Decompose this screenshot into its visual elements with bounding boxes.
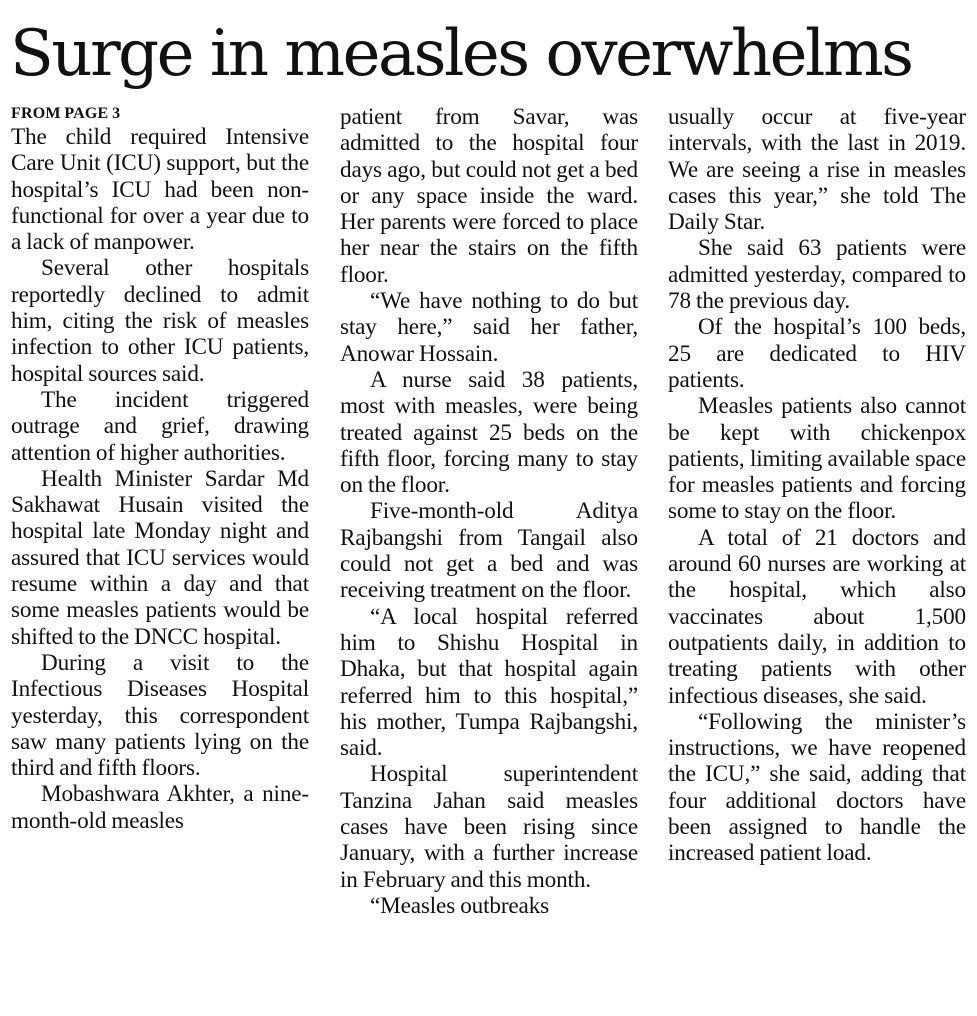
jump-label: FROM PAGE 3 <box>11 105 121 122</box>
paragraph: During a visit to the Infectious Diseases Hospital yesterday, this correspondent saw many patients lying on the third and fifth floors. <box>11 649 309 782</box>
paragraph: The incident triggered outrage and grief, drawing attention of higher authorities. <box>11 386 309 466</box>
paragraph: usually occur at five-year intervals, with the last in 2019. We are seeing a rise in measles cases this year,” she told The Daily Star. <box>668 104 966 236</box>
paragraph: A total of 21 doctors and around 60 nurses are working at the hospital, which also vaccinates about 1,500 outpatients daily, in addition to treating patients with other infectious diseases, she said. <box>668 524 966 709</box>
paragraph: Hospital superintendent Tanzina Jahan said measles cases have been rising since January, with a further increase in February and this month. <box>340 761 638 893</box>
paragraph: Mobashwara Akhter, a nine-month-old measles <box>11 781 309 834</box>
paragraph: “Measles outbreaks <box>370 892 550 919</box>
paragraph: patient from Savar, was admitted to the hospital four days ago, but could not get a bed or any space inside the ward. Her parents were forced to place her near the stairs on the fifth floor. <box>340 104 638 288</box>
paragraph: Measles patients also cannot be kept with chickenpox patients, limiting available space for measles patients and forcing some to stay on the floor. <box>668 393 966 525</box>
paragraph: Several other hospitals reportedly declined to admit him, citing the risk of measles infection to other ICU patients, hospital sources said. <box>11 255 309 387</box>
paragraph: The child required Intensive Care Unit (ICU) support, but the hospital’s ICU had been non-functional for over a year due to a lack of manpower. <box>11 124 309 256</box>
article-column-3 <box>668 104 966 867</box>
paragraph: Five-month-old Aditya Rajbangshi from Tangail also could not get a bed and was receiving treatment on the floor. <box>340 498 638 604</box>
article-column-1 <box>11 104 309 834</box>
article-column-2 <box>340 104 638 919</box>
paragraph: “We have nothing to do but stay here,” said her father, Anowar Hossain. <box>340 288 638 367</box>
paragraph: “A local hospital referred him to Shishu Hospital in Dhaka, but that hospital again referred him to this hospital,” his mother, Tumpa Rajbangshi, said. <box>340 603 638 762</box>
paragraph: She said 63 patients were admitted yesterday, compared to 78 the previous day. <box>668 235 966 315</box>
headline: Surge in measles overwhelms <box>10 17 912 91</box>
paragraph: “Following the minister’s instructions, we have reopened the ICU,” she said, adding that four additional doctors have been assigned to handle the increased patient load. <box>668 708 966 867</box>
paragraph: Health Minister Sardar Md Sakhawat Husain visited the hospital late Monday night and assured that ICU services would resume within a day and that some measles patients would be shifted to the DNCC hospital. <box>11 465 309 650</box>
paragraph: Of the hospital’s 100 beds, 25 are dedicated to HIV patients. <box>668 314 966 393</box>
paragraph: A nurse said 38 patients, most with measles, were being treated against 25 beds on the fifth floor, forcing many to stay on the floor. <box>340 366 638 499</box>
